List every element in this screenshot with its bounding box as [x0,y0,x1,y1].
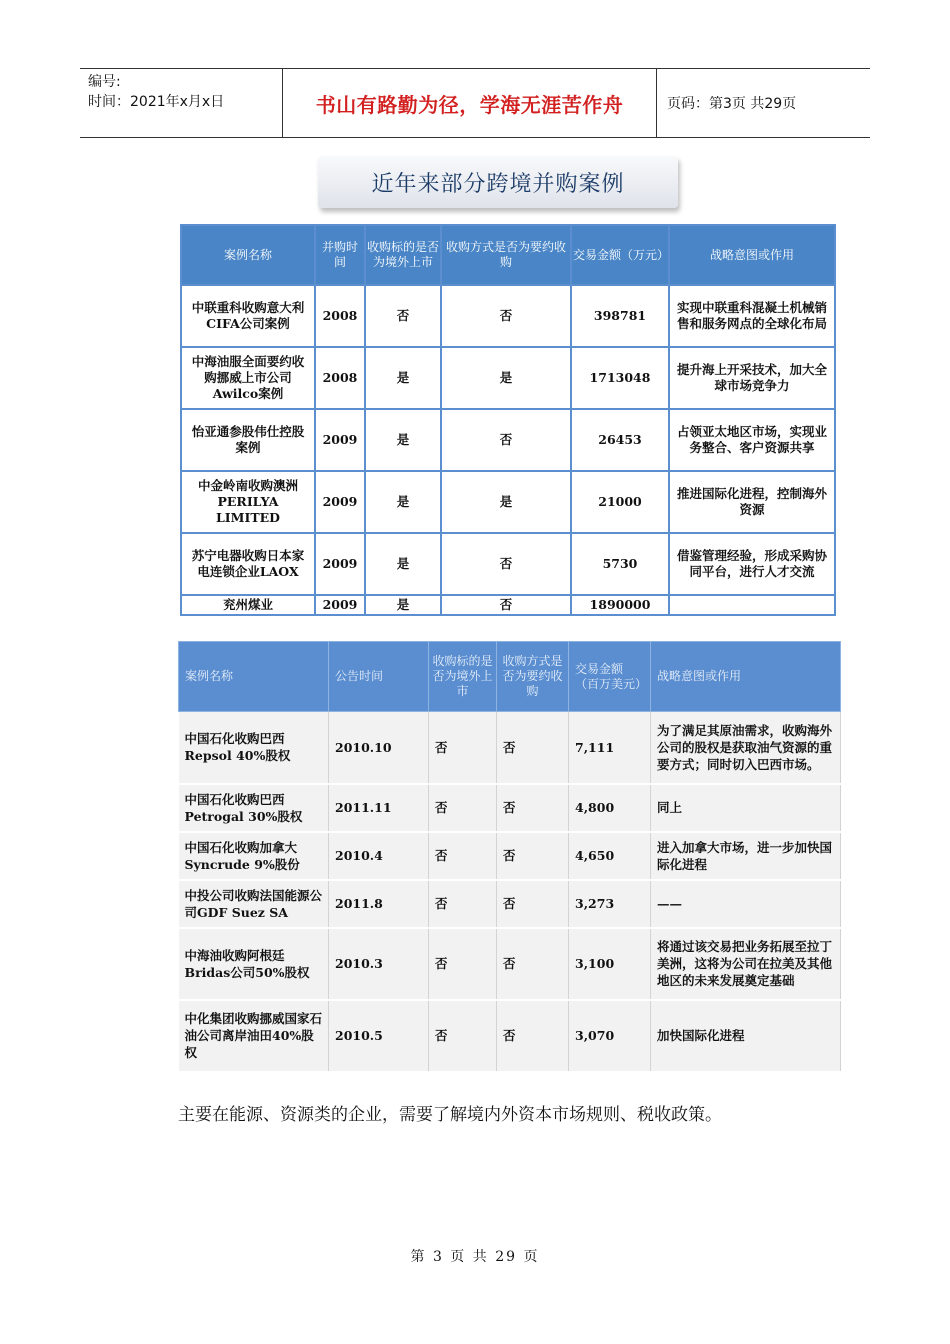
case-amount: 4,650 [569,832,651,880]
case-date: 2010.5 [329,1000,429,1072]
case-amount: 1890000 [571,595,669,615]
case-tender: 否 [441,285,571,347]
table1-header-cell: 收购方式是否为要约收购 [441,225,571,285]
case-amount: 26453 [571,409,669,471]
table-row [179,928,841,1000]
case-tender: 否 [497,1000,569,1072]
case-name: 怡亚通参股伟仕控股案例 [181,409,315,471]
case-date: 2011.8 [329,880,429,928]
case-intent [669,595,835,615]
case-listed: 否 [429,832,497,880]
header-motto: 书山有路勤为径，学海无涯苦作舟 [283,69,657,137]
case-date: 2010.3 [329,928,429,1000]
case-intent: 推进国际化进程，控制海外资源 [669,471,835,533]
page-header [80,68,870,138]
case-listed: 否 [365,285,441,347]
table-row [179,1000,841,1072]
case-year: 2009 [315,471,365,533]
case-tender: 否 [497,784,569,832]
case-intent: 实现中联重科混凝土机械销售和服务网点的全球化布局 [669,285,835,347]
case-intent: 为了满足其原油需求，收购海外公司的股权是获取油气资源的重要方式；同时切入巴西市场。 [651,712,841,784]
table1-header-cell: 战略意图或作用 [669,225,835,285]
case-year: 2008 [315,347,365,409]
table1-header-cell: 收购标的是否为境外上市 [365,225,441,285]
table-row [181,409,835,471]
case-tender: 否 [441,533,571,595]
case-amount: 1713048 [571,347,669,409]
table-row [179,712,841,784]
case-tender: 是 [441,471,571,533]
case-tender: 否 [497,880,569,928]
case-listed: 否 [429,712,497,784]
case-tender: 是 [441,347,571,409]
case-tender: 否 [441,595,571,615]
case-name: 中国石化收购加拿大Syncrude 9%股份 [179,832,329,880]
case-date: 2011.11 [329,784,429,832]
table-row [179,832,841,880]
case-intent: 进入加拿大市场，进一步加快国际化进程 [651,832,841,880]
case-intent: —— [651,880,841,928]
case-listed: 是 [365,347,441,409]
table2-header-cell: 案例名称 [179,642,329,712]
case-amount: 398781 [571,285,669,347]
table-row [181,533,835,595]
case-intent: 同上 [651,784,841,832]
cases-table-2 [178,641,841,1073]
case-amount: 5730 [571,533,669,595]
case-name: 中国石化收购巴西Petrogal 30%股权 [179,784,329,832]
case-name: 中国石化收购巴西Repsol 40%股权 [179,712,329,784]
table1-header-row [181,225,835,285]
page-footer: 第 3 页 共 29 页 [410,1249,540,1265]
case-intent: 借鉴管理经验，形成采购协同平台，进行人才交流 [669,533,835,595]
case-tender: 否 [497,928,569,1000]
table1-header-cell: 交易金额（万元） [571,225,669,285]
case-listed: 否 [429,880,497,928]
case-tender: 否 [441,409,571,471]
case-amount: 7,111 [569,712,651,784]
table-row [179,880,841,928]
table-row [179,784,841,832]
cases-table-1 [180,224,836,616]
case-listed: 否 [429,1000,497,1072]
table1-header-cell: 案例名称 [181,225,315,285]
case-listed: 是 [365,409,441,471]
case-year: 2009 [315,595,365,615]
case-year: 2009 [315,409,365,471]
case-date: 2010.4 [329,832,429,880]
case-name: 中化集团收购挪威国家石油公司离岸油田40%股权 [179,1000,329,1072]
case-listed: 否 [429,784,497,832]
case-name: 兖州煤业 [181,595,315,615]
table-row [181,285,835,347]
case-intent: 将通过该交易把业务拓展至拉丁美洲，这将为公司在拉美及其他地区的未来发展奠定基础 [651,928,841,1000]
case-amount: 3,273 [569,880,651,928]
case-listed: 是 [365,533,441,595]
case-listed: 否 [429,928,497,1000]
table2-header-row [179,642,841,712]
case-date: 2010.10 [329,712,429,784]
case-amount: 4,800 [569,784,651,832]
case-name: 中投公司收购法国能源公司GDF Suez SA [179,880,329,928]
case-intent: 占领亚太地区市场，实现业务整合、客户资源共享 [669,409,835,471]
case-year: 2008 [315,285,365,347]
table-row [181,595,835,615]
case-tender: 否 [497,832,569,880]
table1-header-cell: 并购时间 [315,225,365,285]
table2-header-cell: 收购标的是否为境外上市 [429,642,497,712]
case-name: 苏宁电器收购日本家电连锁企业LAOX [181,533,315,595]
date-label: 时间：2021年x月x日 [88,94,225,110]
table2-header-cell: 战略意图或作用 [651,642,841,712]
table-row [181,471,835,533]
table2-header-cell: 交易金额（百万美元） [569,642,651,712]
case-intent: 加快国际化进程 [651,1000,841,1072]
section-title-banner: 近年来部分跨境并购案例 [318,156,678,208]
table-row [181,347,835,409]
case-amount: 21000 [571,471,669,533]
case-amount: 3,100 [569,928,651,1000]
case-name: 中海油服全面要约收购挪威上市公司Awilco案例 [181,347,315,409]
case-year: 2009 [315,533,365,595]
table2-header-cell: 收购方式是否为要约收购 [497,642,569,712]
case-intent: 提升海上开采技术，加大全球市场竞争力 [669,347,835,409]
case-listed: 是 [365,595,441,615]
table2-header-cell: 公告时间 [329,642,429,712]
body-paragraph: 主要在能源、资源类的企业，需要了解境内外资本市场规则、税收政策。 [178,1105,722,1125]
case-tender: 否 [497,712,569,784]
header-page-number: 页码：第3页 共29页 [667,96,797,112]
serial-label: 编号: [88,74,121,90]
header-meta [80,69,283,137]
case-name: 中金岭南收购澳洲PERILYA LIMITED [181,471,315,533]
case-amount: 3,070 [569,1000,651,1072]
case-name: 中联重科收购意大利CIFA公司案例 [181,285,315,347]
case-name: 中海油收购阿根廷Bridas公司50%股权 [179,928,329,1000]
case-listed: 是 [365,471,441,533]
